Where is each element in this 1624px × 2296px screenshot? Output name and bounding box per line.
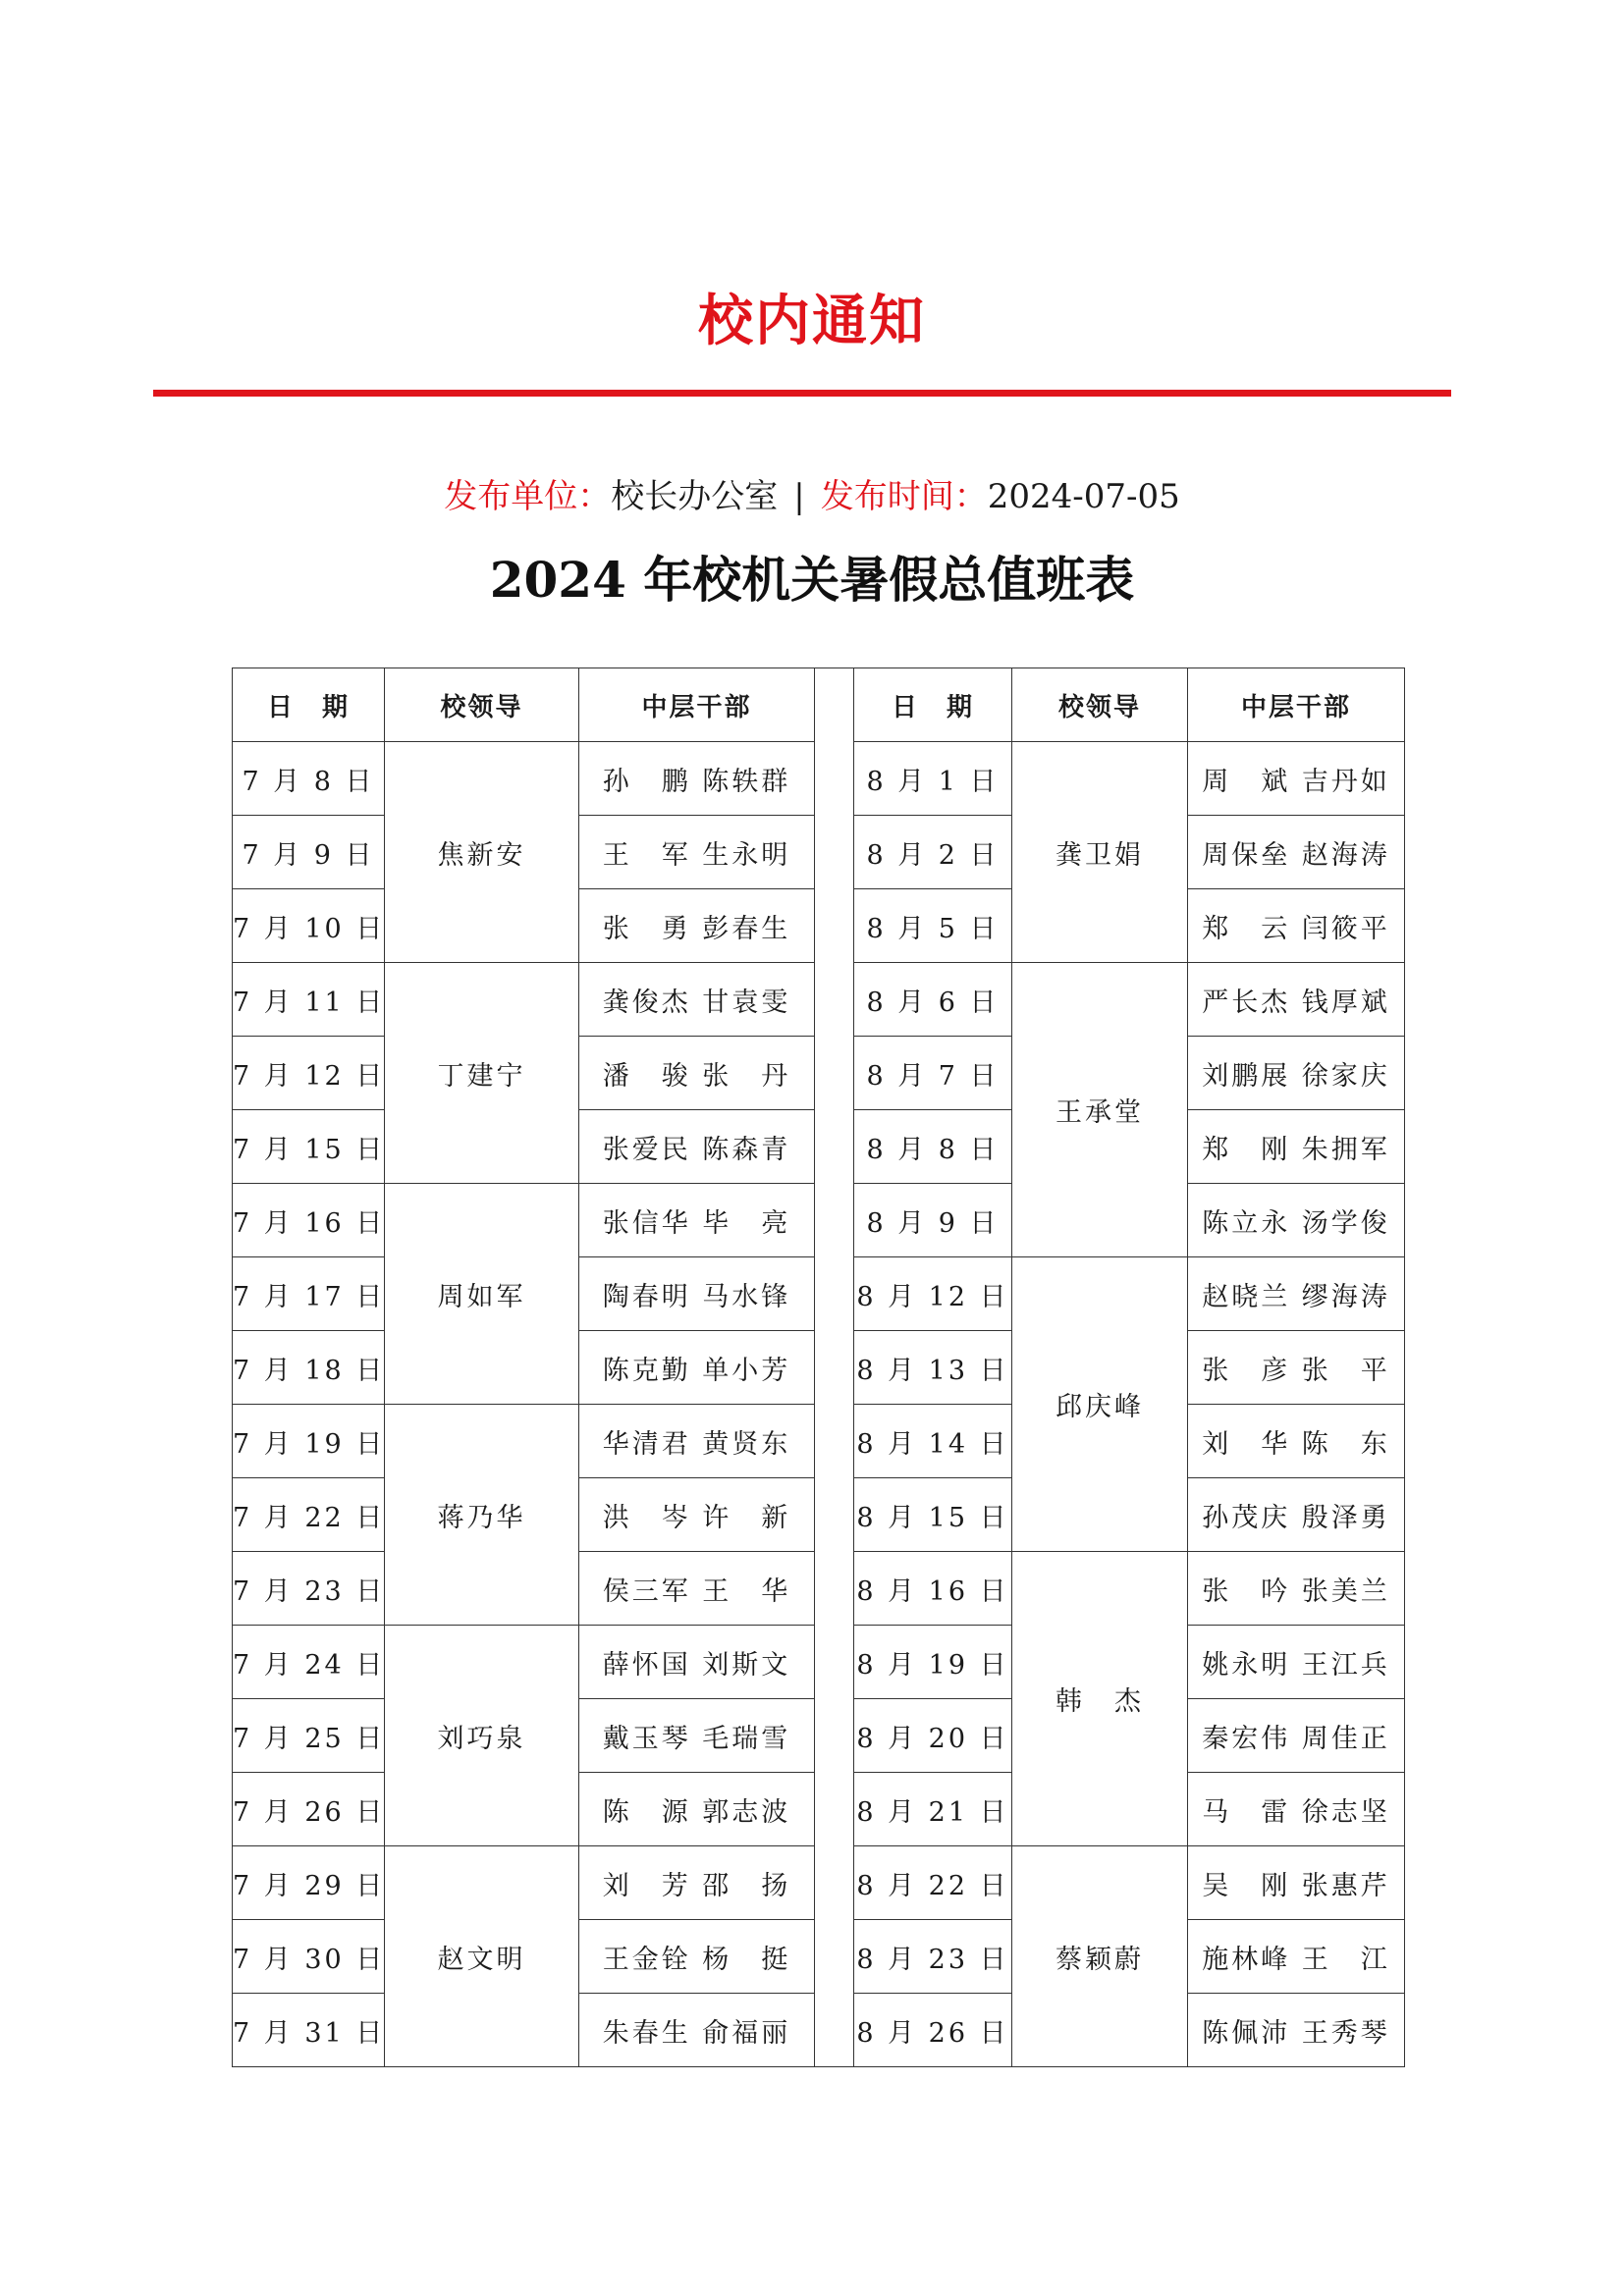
duty-date: 8 月 21 日 — [854, 1773, 1012, 1846]
duty-cadres: 周保垒 赵海涛 — [1188, 816, 1405, 889]
table-row — [233, 1626, 1405, 1699]
duty-cadres: 朱春生 俞福丽 — [579, 1994, 815, 2067]
duty-cadres: 潘 骏 张 丹 — [579, 1037, 815, 1110]
duty-cadres: 孙 鹏 陈轶群 — [579, 742, 815, 816]
duty-date: 8 月 2 日 — [854, 816, 1012, 889]
duty-cadres: 张信华 毕 亮 — [579, 1184, 815, 1257]
duty-date: 7 月 10 日 — [233, 889, 385, 963]
publish-meta — [0, 469, 1624, 524]
duty-cadres: 张 勇 彭春生 — [579, 889, 815, 963]
duty-date: 7 月 17 日 — [233, 1257, 385, 1331]
duty-date: 7 月 19 日 — [233, 1405, 385, 1478]
duty-cadres: 王金铨 杨 挺 — [579, 1920, 815, 1994]
duty-cadres: 陈佩沛 王秀琴 — [1188, 1994, 1405, 2067]
column-gap — [815, 668, 854, 742]
duty-cadres: 陈克勤 单小芳 — [579, 1331, 815, 1405]
column-gap — [815, 1846, 854, 1920]
column-gap — [815, 816, 854, 889]
duty-date: 8 月 12 日 — [854, 1257, 1012, 1331]
duty-cadres: 赵晓兰 缪海涛 — [1188, 1257, 1405, 1331]
duty-date: 8 月 13 日 — [854, 1331, 1012, 1405]
publisher-value: 校长办公室 — [611, 477, 779, 516]
duty-cadres: 侯三军 王 华 — [579, 1552, 815, 1626]
duty-date: 8 月 23 日 — [854, 1920, 1012, 1994]
duty-date: 8 月 14 日 — [854, 1405, 1012, 1478]
duty-date: 7 月 9 日 — [233, 816, 385, 889]
school-leader: 蔡颖蔚 — [1012, 1846, 1188, 2067]
duty-cadres: 王 军 生永明 — [579, 816, 815, 889]
duty-cadres: 秦宏伟 周佳正 — [1188, 1699, 1405, 1773]
duty-cadres: 张 吟 张美兰 — [1188, 1552, 1405, 1626]
column-gap — [815, 963, 854, 1037]
duty-date: 8 月 9 日 — [854, 1184, 1012, 1257]
column-gap — [815, 1699, 854, 1773]
column-gap — [815, 1626, 854, 1699]
school-leader: 邱庆峰 — [1012, 1257, 1188, 1552]
column-gap — [815, 1920, 854, 1994]
publisher-label: 发布单位： — [444, 477, 612, 516]
duty-cadres: 马 雷 徐志坚 — [1188, 1773, 1405, 1846]
document-title: 2024 年校机关暑假总值班表 — [489, 551, 1135, 609]
school-leader: 丁建宁 — [385, 963, 579, 1184]
duty-cadres: 孙茂庆 殷泽勇 — [1188, 1478, 1405, 1552]
duty-date: 7 月 18 日 — [233, 1331, 385, 1405]
duty-cadres: 郑 刚 朱拥军 — [1188, 1110, 1405, 1184]
table-row — [233, 1184, 1405, 1257]
leader-header: 校领导 — [385, 668, 579, 742]
school-leader: 刘巧泉 — [385, 1626, 579, 1846]
school-leader: 蒋乃华 — [385, 1405, 579, 1626]
duty-cadres: 姚永明 王江兵 — [1188, 1626, 1405, 1699]
duty-date: 8 月 26 日 — [854, 1994, 1012, 2067]
leader-header: 校领导 — [1012, 668, 1188, 742]
duty-date: 7 月 25 日 — [233, 1699, 385, 1773]
duty-date: 7 月 16 日 — [233, 1184, 385, 1257]
notice-title: 校内通知 — [698, 290, 926, 353]
duty-date: 8 月 5 日 — [854, 889, 1012, 963]
duty-date: 7 月 24 日 — [233, 1626, 385, 1699]
duty-cadres: 陈 源 郭志波 — [579, 1773, 815, 1846]
duty-date: 7 月 11 日 — [233, 963, 385, 1037]
duty-date: 8 月 15 日 — [854, 1478, 1012, 1552]
duty-cadres: 戴玉琴 毛瑞雪 — [579, 1699, 815, 1773]
duty-date: 7 月 30 日 — [233, 1920, 385, 1994]
duty-date: 8 月 6 日 — [854, 963, 1012, 1037]
duty-date: 7 月 31 日 — [233, 1994, 385, 2067]
duty-cadres: 刘鹏展 徐家庆 — [1188, 1037, 1405, 1110]
column-gap — [815, 1184, 854, 1257]
column-gap — [815, 1331, 854, 1405]
duty-date: 7 月 26 日 — [233, 1773, 385, 1846]
table-row — [233, 963, 1405, 1037]
duty-cadres: 周 斌 吉丹如 — [1188, 742, 1405, 816]
duty-cadres: 张爱民 陈森青 — [579, 1110, 815, 1184]
meta-separator: | — [793, 477, 805, 516]
title-divider — [153, 390, 1451, 397]
duty-date: 8 月 16 日 — [854, 1552, 1012, 1626]
cadre-header: 中层干部 — [579, 668, 815, 742]
duty-cadres: 施林峰 王 江 — [1188, 1920, 1405, 1994]
duty-cadres: 严长杰 钱厚斌 — [1188, 963, 1405, 1037]
column-gap — [815, 1994, 854, 2067]
duty-date: 8 月 8 日 — [854, 1110, 1012, 1184]
school-leader: 龚卫娟 — [1012, 742, 1188, 963]
column-gap — [815, 1405, 854, 1478]
date-header: 日 期 — [854, 668, 1012, 742]
duty-date: 7 月 12 日 — [233, 1037, 385, 1110]
column-gap — [815, 742, 854, 816]
publish-time-label: 发布时间： — [820, 477, 988, 516]
duty-roster-table — [232, 667, 1405, 2067]
duty-date: 7 月 15 日 — [233, 1110, 385, 1184]
duty-cadres: 陶春明 马水锋 — [579, 1257, 815, 1331]
school-leader: 王承堂 — [1012, 963, 1188, 1257]
duty-date: 8 月 1 日 — [854, 742, 1012, 816]
duty-cadres: 郑 云 闫筱平 — [1188, 889, 1405, 963]
school-leader: 韩 杰 — [1012, 1552, 1188, 1846]
school-leader: 焦新安 — [385, 742, 579, 963]
duty-date: 7 月 23 日 — [233, 1552, 385, 1626]
school-leader: 周如军 — [385, 1184, 579, 1405]
duty-cadres: 洪 岑 许 新 — [579, 1478, 815, 1552]
table-row — [233, 1405, 1405, 1478]
table-header-row — [233, 668, 1405, 742]
publish-time-value: 2024-07-05 — [987, 477, 1180, 516]
duty-date: 7 月 22 日 — [233, 1478, 385, 1552]
table-row — [233, 742, 1405, 816]
duty-cadres: 张 彦 张 平 — [1188, 1331, 1405, 1405]
duty-cadres: 刘 华 陈 东 — [1188, 1405, 1405, 1478]
date-header: 日 期 — [233, 668, 385, 742]
duty-date: 8 月 7 日 — [854, 1037, 1012, 1110]
duty-date: 8 月 19 日 — [854, 1626, 1012, 1699]
column-gap — [815, 1110, 854, 1184]
duty-cadres: 陈立永 汤学俊 — [1188, 1184, 1405, 1257]
duty-cadres: 华清君 黄贤东 — [579, 1405, 815, 1478]
column-gap — [815, 1773, 854, 1846]
duty-cadres: 龚俊杰 甘袁雯 — [579, 963, 815, 1037]
column-gap — [815, 1478, 854, 1552]
school-leader: 赵文明 — [385, 1846, 579, 2067]
cadre-header: 中层干部 — [1188, 668, 1405, 742]
duty-cadres: 刘 芳 邵 扬 — [579, 1846, 815, 1920]
column-gap — [815, 1037, 854, 1110]
column-gap — [815, 1552, 854, 1626]
column-gap — [815, 889, 854, 963]
duty-date: 8 月 22 日 — [854, 1846, 1012, 1920]
duty-date: 8 月 20 日 — [854, 1699, 1012, 1773]
table-row — [233, 1846, 1405, 1920]
duty-cadres: 薛怀国 刘斯文 — [579, 1626, 815, 1699]
duty-date: 7 月 29 日 — [233, 1846, 385, 1920]
duty-cadres: 吴 刚 张惠芹 — [1188, 1846, 1405, 1920]
duty-date: 7 月 8 日 — [233, 742, 385, 816]
column-gap — [815, 1257, 854, 1331]
